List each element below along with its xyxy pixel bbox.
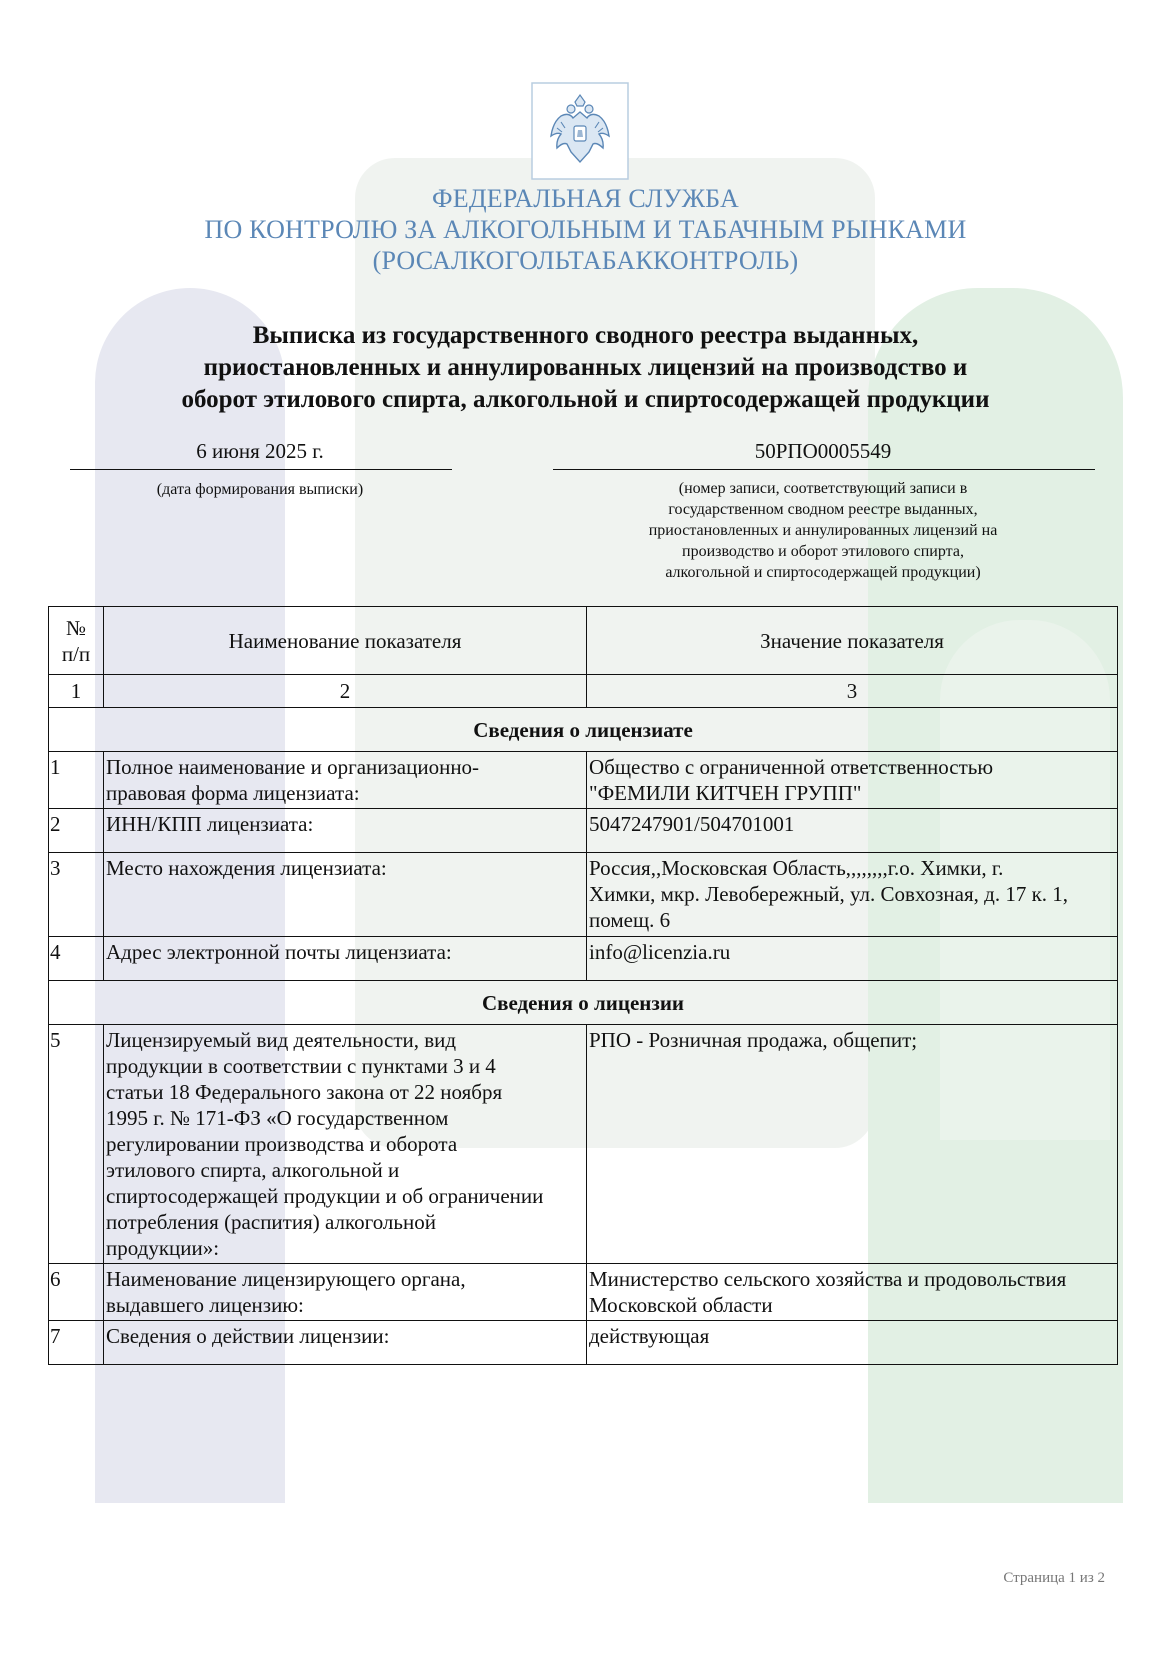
record-number-caption-line1: (номер записи, соответствующий записи в (678, 480, 968, 497)
row-indicator-name (104, 937, 587, 981)
index-cell-1: 1 (49, 675, 104, 708)
row-number: 1 (49, 752, 104, 809)
header-num (49, 607, 104, 675)
table-row (49, 1264, 1118, 1321)
table-row (49, 853, 1118, 937)
extract-date-value: 6 июня 2025 г. (196, 439, 324, 463)
row-indicator-value (587, 1025, 1118, 1264)
section-title-licensee: Сведения о лицензиате (49, 708, 1118, 752)
row-indicator-value (587, 853, 1118, 937)
document-title-line3: оборот этилового спирта, алкогольной и спиртосодержащей продукции (181, 386, 990, 413)
text-line: Московской области (589, 1293, 773, 1317)
license-status-value: действующая (589, 1324, 710, 1348)
table-row (49, 937, 1118, 981)
row-number: 7 (49, 1321, 104, 1365)
record-number-caption-line4: производство и оборот этилового спирта, (682, 543, 964, 560)
text-line: Полное наименование и организационно- (106, 755, 480, 779)
agency-name-line1: ФЕДЕРАЛЬНАЯ СЛУЖБА (432, 184, 739, 213)
extract-date-caption: (дата формирования выписки) (156, 481, 364, 498)
row-indicator-value (587, 752, 1118, 809)
license-register-table (48, 606, 1118, 1365)
row-indicator-name (104, 1025, 587, 1264)
row-indicator-value (587, 809, 1118, 853)
text-line: 1995 г. № 171-ФЗ «О государственном (106, 1106, 449, 1130)
text-line: спиртосодержащей продукции и об ограничении (106, 1184, 544, 1208)
table-row (49, 809, 1118, 853)
text-line: Сведения о действии лицензии: (106, 1324, 390, 1348)
section-title-license: Сведения о лицензии (49, 981, 1118, 1025)
record-number-value: 50РПО0005549 (754, 439, 892, 463)
text-line: Место нахождения лицензиата: (106, 856, 387, 880)
row-indicator-value (587, 1264, 1118, 1321)
text-line: правовая форма лицензиата: (106, 781, 360, 805)
text-line: регулировании производства и оборота (106, 1132, 458, 1156)
row-indicator-name (104, 853, 587, 937)
table-header-row (49, 607, 1118, 675)
email-value: info@licenzia.ru (589, 940, 731, 964)
text-line: "ФЕМИЛИ КИТЧЕН ГРУПП" (589, 781, 862, 805)
text-line: Общество с ограниченной ответственностью (589, 755, 994, 779)
text-line: помещ. 6 (589, 908, 671, 932)
row-indicator-value (587, 1321, 1118, 1365)
text-line: 5047247901/504701001 (589, 812, 795, 836)
record-number-caption-line3: приостановленных и аннулированных лицензий на (648, 522, 998, 539)
text-line: продукции в соответствии с пунктами 3 и 4 (106, 1054, 496, 1078)
text-line: ИНН/КПП лицензиата: (106, 812, 314, 836)
text-line: Химки, мкр. Левобережный, ул. Совхозная, д. 17 к. 1, (589, 882, 1069, 906)
coat-of-arms-icon (531, 82, 629, 180)
row-number: 2 (49, 809, 104, 853)
record-number-underline (553, 469, 1095, 470)
agency-name-line3: (РОСАЛКОГОЛЬТАБАККОНТРОЛЬ) (372, 246, 799, 275)
text-line: продукции»: (106, 1236, 220, 1260)
section-licensee-row (49, 708, 1118, 752)
text-line: выдавшего лицензию: (106, 1293, 304, 1317)
row-indicator-value (587, 937, 1118, 981)
text-line: РПО - Розничная продажа, общепит; (589, 1028, 918, 1052)
text-line: Лицензируемый вид деятельности, вид (106, 1028, 457, 1052)
page-number: Страница 1 из 2 (1003, 1570, 1105, 1586)
document-title-line2: приостановленных и аннулированных лицензий на производство и (203, 354, 968, 381)
header-num-line1: № (65, 615, 87, 640)
row-indicator-name (104, 752, 587, 809)
table-row (49, 1025, 1118, 1264)
header-name: Наименование показателя (104, 607, 587, 675)
agency-name-line2: ПО КОНТРОЛЮ ЗА АЛКОГОЛЬНЫМ И ТАБАЧНЫМ РЫНКАМИ (204, 215, 967, 244)
record-number-caption-line2: государственном сводном реестре выданных, (668, 501, 978, 518)
row-number: 3 (49, 853, 104, 937)
index-cell-2: 2 (104, 675, 587, 708)
extract-date-underline (70, 469, 452, 470)
row-indicator-name (104, 1264, 587, 1321)
header-num-line2: п/п (61, 641, 91, 666)
text-line: Адрес электронной почты лицензиата: (106, 940, 452, 964)
header-value: Значение показателя (587, 607, 1118, 675)
table-row (49, 1321, 1118, 1365)
text-line: потребления (распития) алкогольной (106, 1210, 436, 1234)
text-line: этилового спирта, алкогольной и (106, 1158, 400, 1182)
row-indicator-name (104, 809, 587, 853)
index-cell-3: 3 (587, 675, 1118, 708)
section-license-row (49, 981, 1118, 1025)
row-number: 6 (49, 1264, 104, 1321)
table-row (49, 752, 1118, 809)
row-number: 5 (49, 1025, 104, 1264)
document-title-line1: Выписка из государственного сводного реестра выданных, (252, 322, 919, 349)
text-line: Министерство сельского хозяйства и продовольствия (589, 1267, 1067, 1291)
text-line: статьи 18 Федерального закона от 22 ноября (106, 1080, 503, 1104)
table-index-row (49, 675, 1118, 708)
row-indicator-name (104, 1321, 587, 1365)
row-number: 4 (49, 937, 104, 981)
text-line: Россия,,Московская Область,,,,,,,,г.о. Химки, г. (589, 856, 1004, 880)
text-line: Наименование лицензирующего органа, (106, 1267, 466, 1291)
record-number-caption-line5: алкогольной и спиртосодержащей продукции) (665, 564, 981, 581)
